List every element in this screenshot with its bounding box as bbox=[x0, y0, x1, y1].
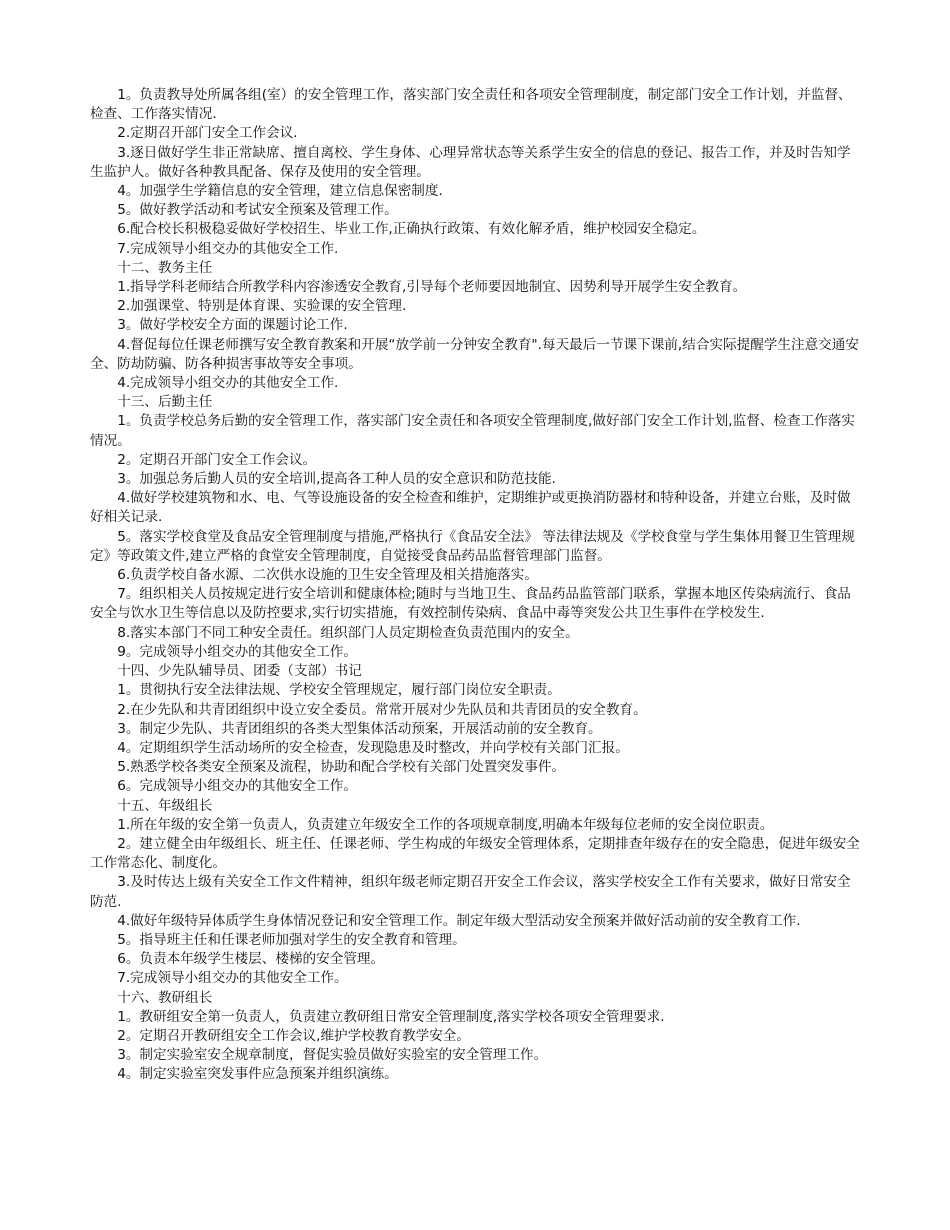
paragraph: 4。制定实验室突发事件应急预案并组织演练。 bbox=[117, 1066, 398, 1083]
paragraph: 1。教研组安全第一负责人，负责建立教研组日常安全管理制度,落实学校各项安全管理要求. bbox=[117, 1008, 665, 1025]
paragraph: 1。贯彻执行安全法律法规、学校安全管理规定，履行部门岗位安全职责。 bbox=[117, 682, 561, 699]
paragraph: 1.所在年级的安全第一负责人，负责建立年级安全工作的各项规章制度,明确本年级每位老师的安全岗位职责。 bbox=[117, 816, 774, 833]
paragraph: 2。定期召开部门安全工作会议。 bbox=[117, 451, 317, 468]
paragraph: 5.熟悉学校各类安全预案及流程，协助和配合学校有关部门处置突发事件。 bbox=[117, 759, 566, 776]
paragraph: 3.及时传达上级有关安全工作文件精神，组织年级老师定期召开安全工作会议，落实学校安全工作有关要求，做好日常安全防范. bbox=[90, 874, 851, 910]
paragraph: 5。做好教学活动和考试安全预案及管理工作。 bbox=[117, 202, 398, 219]
paragraph: 8.落实本部门不同工种安全责任。组织部门人员定期检查负责范围内的安全。 bbox=[117, 624, 579, 641]
paragraph: 2。定期召开教研组安全工作会议,维护学校教育教学安全。 bbox=[117, 1027, 470, 1044]
paragraph: 1。负责教导处所属各组(室）的安全管理工作，落实部门安全责任和各项安全管理制度，制定部门安全工作计划，并监督、检查、工作落实情况. bbox=[90, 87, 852, 123]
paragraph: 3。加强总务后勤人员的安全培训,提高各工种人员的安全意识和防范技能. bbox=[117, 471, 556, 488]
paragraph: 3.逐日做好学生非正常缺席、擅自离校、学生身体、心理异常状态等关系学生安全的信息的登记、报告工作，并及时告知学生监护人。做好各种教具配备、保存及使用的安全管理。 bbox=[90, 144, 851, 180]
section-heading: 十五、年级组长 bbox=[117, 797, 213, 814]
paragraph: 6。完成领导小组交办的其他安全工作。 bbox=[117, 778, 357, 795]
paragraph: 4.督促每位任课老师撰写安全教育教案和开展“放学前一分钟安全教育".每天最后一节课下课前,结合实际提醒学生注意交通安全、防劫防骗、防各种损害事故等安全事项。 bbox=[90, 336, 859, 372]
paragraph: 2.加强课堂、特别是体育课、实验课的安全管理. bbox=[117, 298, 407, 315]
paragraph: 4。定期组织学生活动场所的安全检查，发现隐患及时整改，并向学校有关部门汇报。 bbox=[117, 739, 629, 756]
section-heading: 十六、教研组长 bbox=[117, 989, 213, 1006]
section-heading: 十四、少先队辅导员、团委（支部）书记 bbox=[117, 663, 362, 680]
section-heading: 十二、教务主任 bbox=[117, 259, 213, 276]
paragraph: 3。做好学校安全方面的课题讨论工作. bbox=[117, 317, 348, 334]
paragraph: 4.做好学校建筑物和水、电、气等设施设备的安全检查和维护，定期维护或更换消防器材和特种设备，并建立台账，及时做好相关记录. bbox=[90, 490, 851, 526]
paragraph: 4.完成领导小组交办的其他安全工作. bbox=[117, 375, 339, 392]
paragraph: 7。组织相关人员按规定进行安全培训和健康体检;随时与当地卫生、食品药品监管部门联系，掌握本地区传染病流行、食品安全与饮水卫生等信息以及防控要求,实行切实措施，有效控制传染病、食品中毒等突发公共卫生事件在学校发生. bbox=[90, 586, 851, 622]
paragraph: 6.负责学校自备水源、二次供水设施的卫生安全管理及相关措施落实。 bbox=[117, 567, 538, 584]
paragraph: 7.完成领导小组交办的其他安全工作. bbox=[117, 240, 339, 257]
paragraph: 5。指导班主任和任课老师加强对学生的安全教育和管理。 bbox=[117, 931, 466, 948]
paragraph: 7.完成领导小组交办的其他安全工作。 bbox=[117, 970, 348, 987]
paragraph: 4.做好年级特异体质学生身体情况登记和安全管理工作。制定年级大型活动安全预案并做好活动前的安全教育工作. bbox=[117, 912, 801, 929]
paragraph: 2.定期召开部门安全工作会议. bbox=[117, 125, 298, 142]
paragraph: 6.配合校长积极稳妥做好学校招生、毕业工作,正确执行政策、有效化解矛盾，维护校园安全稳定。 bbox=[117, 221, 706, 238]
paragraph: 1。负责学校总务后勤的安全管理工作，落实部门安全责任和各项安全管理制度,做好部门安全工作计划,监督、检查工作落实情况。 bbox=[90, 413, 855, 449]
paragraph: 3。制定少先队、共青团组织的各类大型集体活动预案，开展活动前的安全教育。 bbox=[117, 720, 602, 737]
paragraph: 4。加强学生学籍信息的安全管理，建立信息保密制度. bbox=[117, 183, 443, 200]
section-heading: 十三、后勤主任 bbox=[117, 394, 213, 411]
paragraph: 3。制定实验室安全规章制度，督促实验员做好实验室的安全管理工作。 bbox=[117, 1047, 548, 1064]
paragraph: 6。负责本年级学生楼层、楼梯的安全管理。 bbox=[117, 951, 385, 968]
paragraph: 1.指导学科老师结合所教学科内容渗透安全教育,引导每个老师要因地制宜、因势利导开展学生安全教育。 bbox=[117, 279, 747, 296]
paragraph: 9。完成领导小组交办的其他安全工作。 bbox=[117, 643, 357, 660]
paragraph: 2.在少先队和共青团组织中设立安全委员。常常开展对少先队员和共青团员的安全教育。 bbox=[117, 701, 647, 718]
paragraph: 5。落实学校食堂及食品安全管理制度与措施,严格执行《食品安全法》 等法律法规及《学校食堂与学生集体用餐卫生管理规定》等政策文件,建立严格的食堂安全管理制度，自觉接受食品药品监督管理部门监督。 bbox=[90, 528, 855, 564]
paragraph: 2。建立健全由年级组长、班主任、任课老师、学生构成的年级安全管理体系，定期排查年级存在的安全隐患，促进年级安全工作常态化、制度化。 bbox=[90, 835, 860, 872]
